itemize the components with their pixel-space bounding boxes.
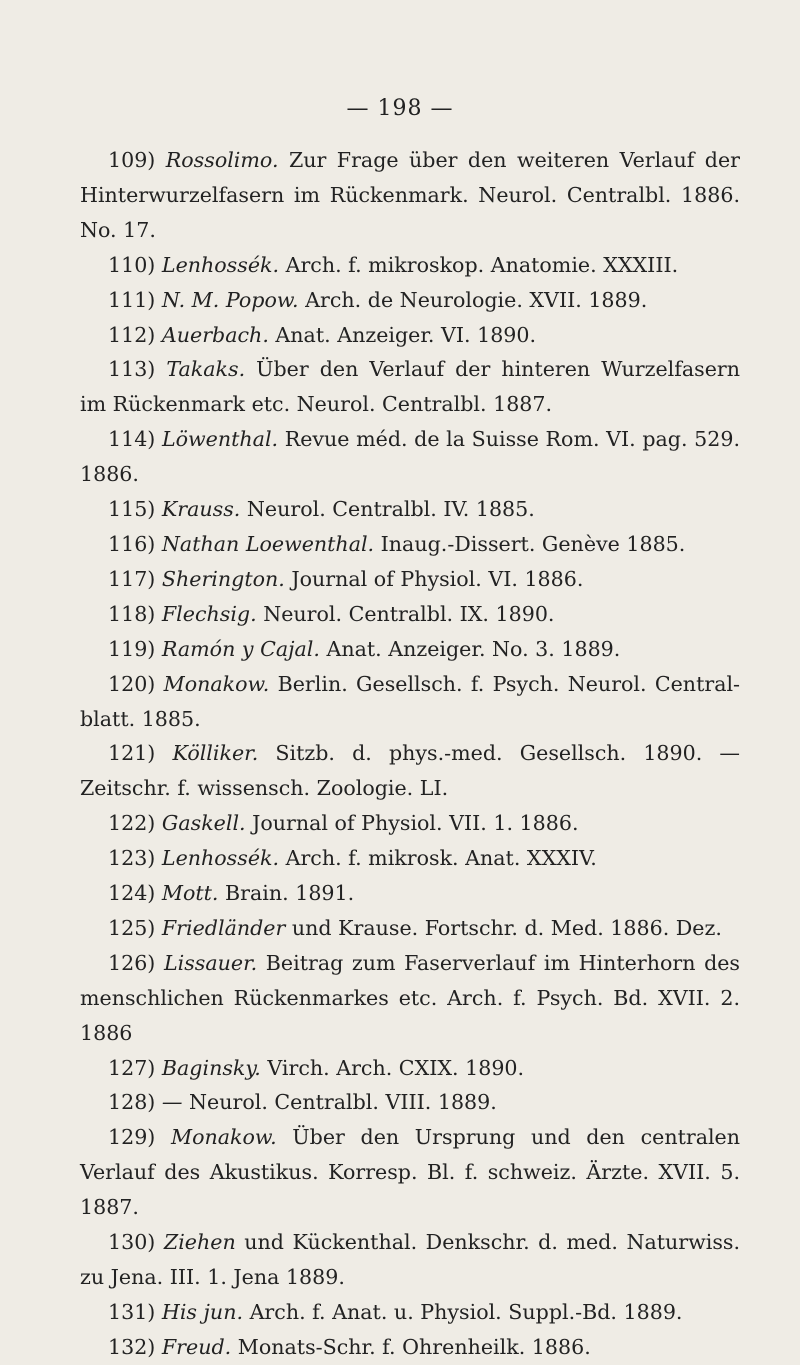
bibliography-entry — [80, 1225, 740, 1295]
bibliography-entry — [80, 1120, 740, 1225]
entry-author: Auerbach. — [161, 322, 269, 347]
entry-reference: Arch. f. Anat. u. Physiol. Suppl.-Bd. 1889. — [249, 1299, 683, 1324]
bibliography-entry — [80, 806, 740, 841]
entry-number: 132) — [108, 1334, 156, 1359]
entry-reference: Revue méd. de la Suisse Rom. VI. pag. 529. 1886. — [80, 427, 740, 487]
entry-reference: und Krause. Fortschr. d. Med. 1886. Dez. — [291, 915, 722, 940]
bibliography-entry — [80, 597, 740, 632]
entry-number: 113) — [108, 357, 156, 382]
entry-number: 118) — [108, 601, 156, 626]
entry-number: 127) — [108, 1055, 156, 1080]
entry-reference: Neurol. Centralbl. IV. 1885. — [246, 497, 535, 522]
bibliography-list — [80, 143, 740, 1365]
entry-author: Rossolimo. — [165, 148, 279, 172]
entry-reference: Monats-Schr. f. Ohrenheilk. 1886. — [237, 1334, 591, 1359]
entry-reference: Zur Frage über den weiteren Verlauf der Hinterwurzelfasern im Rückenmark. Neurol. Centralbl. 1886. No. 17. — [80, 148, 740, 242]
entry-author: Ziehen — [163, 1230, 236, 1255]
entry-number: 128) — [108, 1090, 156, 1115]
entry-reference: Berlin. Gesellsch. f. Psych. Neurol. Central-blatt. 1885. — [80, 671, 741, 731]
bibliography-entry — [80, 562, 740, 597]
entry-reference: Virch. Arch. CXIX. 1890. — [267, 1055, 525, 1080]
entry-author: Ramón y Cajal. — [161, 636, 320, 661]
entry-reference: Über den Verlauf der hinteren Wurzelfasern im Rückenmark etc. Neurol. Centralbl. 1887. — [80, 357, 741, 417]
entry-number: 114) — [108, 427, 156, 452]
entry-author: Krauss. — [161, 497, 241, 522]
entry-reference: Neurol. Centralbl. VIII. 1889. — [189, 1090, 497, 1115]
entry-number: 120) — [108, 671, 156, 696]
entry-number: 124) — [108, 881, 156, 906]
entry-author: Kölliker. — [172, 741, 259, 766]
entry-reference: Arch. f. mikroskop. Anatomie. XXXIII. — [285, 252, 679, 277]
bibliography-entry — [80, 248, 740, 283]
entry-author: N. M. Popow. — [161, 287, 299, 312]
entry-reference: Arch. f. mikrosk. Anat. XXXIV. — [285, 846, 597, 871]
entry-number: 122) — [108, 811, 156, 836]
bibliography-entry — [80, 632, 740, 667]
entry-number: 119) — [108, 636, 156, 661]
bibliography-entry — [80, 876, 740, 911]
entry-number: 129) — [108, 1125, 156, 1150]
entry-number: 126) — [108, 950, 156, 975]
entry-author: Baginsky. — [161, 1055, 261, 1080]
bibliography-entry — [80, 1330, 740, 1365]
bibliography-entry — [80, 841, 740, 876]
page-number: — 198 — — [346, 96, 454, 121]
bibliography-entry — [80, 667, 740, 737]
entry-number: 131) — [108, 1299, 156, 1324]
entry-author: Monakow. — [171, 1125, 277, 1150]
entry-author: Freud. — [161, 1334, 232, 1359]
entry-number: 117) — [108, 566, 156, 591]
bibliography-entry — [80, 1051, 740, 1086]
bibliography-entry — [80, 1085, 740, 1120]
entry-author: Löwenthal. — [161, 427, 279, 452]
entry-author: Nathan Loewenthal. — [161, 531, 375, 556]
entry-author: Friedländer — [161, 915, 286, 940]
entry-reference: Anat. Anzeiger. No. 3. 1889. — [326, 636, 621, 661]
entry-author: Lenhossék. — [161, 252, 280, 277]
entry-reference: Beitrag zum Faserverlauf im Hinterhorn des menschlichen Rückenmarkes etc. Arch. f. Psych. Bd. XVII. 2. 1886 — [80, 950, 741, 1045]
bibliography-entry — [80, 1295, 740, 1330]
entry-author: Lissauer. — [163, 950, 258, 975]
entry-number: 125) — [108, 915, 156, 940]
bibliography-entry — [80, 422, 740, 492]
entry-reference: Journal of Physiol. VI. 1886. — [291, 566, 584, 591]
entry-number: 123) — [108, 846, 156, 871]
entry-author: Mott. — [161, 881, 219, 906]
entry-reference: Neurol. Centralbl. IX. 1890. — [263, 601, 555, 626]
entry-reference: Inaug.-Dissert. Genève 1885. — [380, 531, 686, 556]
entry-author: Lenhossék. — [161, 846, 280, 871]
entry-author: Flechsig. — [161, 601, 257, 626]
bibliography-entry — [80, 946, 740, 1051]
bibliography-entry — [80, 911, 740, 946]
entry-number: 115) — [108, 497, 156, 522]
bibliography-entry — [80, 318, 740, 353]
entry-number: 112) — [108, 322, 156, 347]
entry-author: — — [161, 1090, 183, 1115]
entry-author: Takaks. — [166, 357, 246, 382]
entry-reference: und Kückenthal. Denkschr. d. med. Naturwiss. zu Jena. III. 1. Jena 1889. — [80, 1230, 741, 1289]
entry-reference: Arch. de Neurologie. XVII. 1889. — [305, 287, 648, 312]
entry-reference: Journal of Physiol. VII. 1. 1886. — [252, 811, 579, 836]
bibliography-entry — [80, 527, 740, 562]
bibliography-entry — [80, 492, 740, 527]
entry-number: 111) — [108, 287, 156, 312]
bibliography-entry — [80, 352, 740, 422]
bibliography-entry — [80, 143, 740, 248]
entry-number: 130) — [108, 1230, 156, 1255]
entry-author: Gaskell. — [161, 811, 246, 836]
bibliography-entry — [80, 736, 740, 806]
entry-reference: Brain. 1891. — [225, 881, 355, 906]
entry-number: 109) — [108, 148, 156, 172]
entry-reference: Sitzb. d. phys.-med. Gesellsch. 1890. — Zeitschr. f. wissensch. Zoologie. LI. — [80, 741, 741, 801]
entry-number: 121) — [108, 741, 156, 766]
entry-reference: Über den Ursprung und den centralen Verlauf des Akustikus. Korresp. Bl. f. schweiz. Ärzte. XVII. 5. 1887. — [80, 1125, 741, 1220]
entry-number: 110) — [108, 252, 156, 277]
entry-author: His jun. — [161, 1299, 244, 1324]
entry-number: 116) — [108, 531, 156, 556]
entry-author: Sherington. — [161, 566, 285, 591]
bibliography-entry — [80, 283, 740, 318]
entry-reference: Anat. Anzeiger. VI. 1890. — [275, 322, 537, 347]
entry-author: Monakow. — [163, 671, 270, 696]
